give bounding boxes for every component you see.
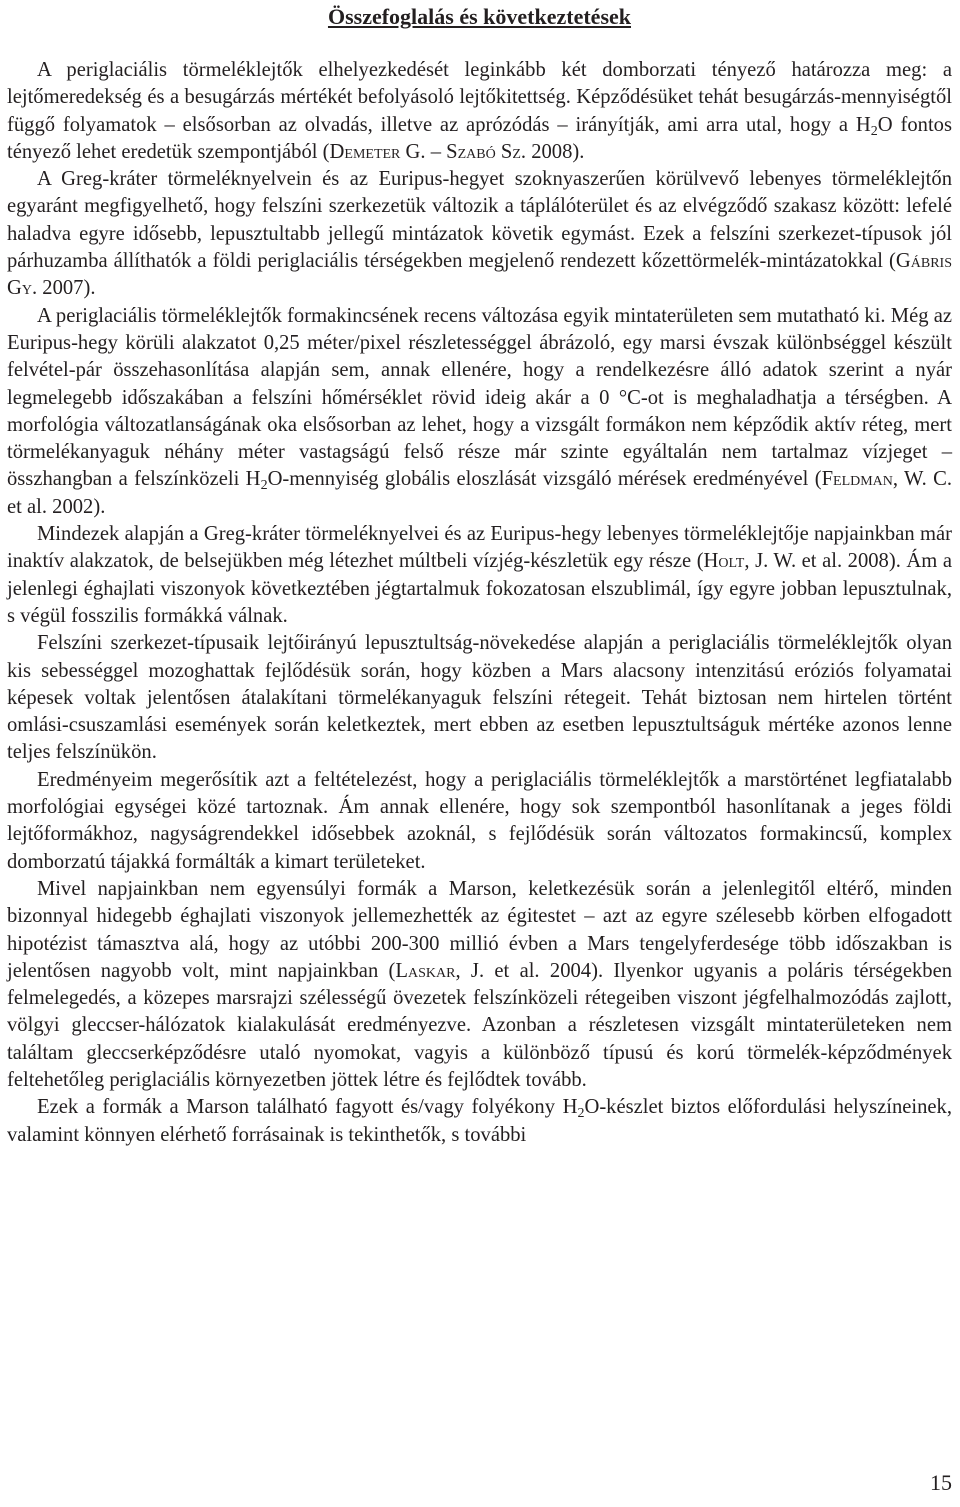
citation-author: Szabó <box>446 140 496 163</box>
paragraph: A periglaciális törmeléklejtők formakincsének recens változása egyik mintaterületen sem mutatható ki. Még az Euripus-hegy körüli alakzatot 0,25 méter/pixel részletességgel ábrázoló, egy marsi évszak különbséggel készült felvétel-pár összehasonlítása alapján sem, annak ellenére, hogy a rendelkezésre álló adatok szerint a nyár legmelegebb időszakában a felszíni hőmérséklet rövid ideig akár a 0 °C-ot is meghaladhatja a térségben. A morfológia változatlanságának oka elsősorban az lehet, hogy a vizsgált formákon nem képződik aktív réteg, mert törmelékanyaguk néhány méter vastagságú felső része már szinte egyáltalán nem tartalmaz vízjeget – összhangban a felszínközeli $H_2O$-mennyiség globális eloszlását vizsgáló mérések eredményével (Feldman, W. C. et al. 2002). <box>7 304 952 518</box>
paragraph: Mivel napjainkban nem egyensúlyi formák a Marson, keletkezésük során a jelenlegitől eltérő, minden bizonnyal hidegebb éghajlati viszonyok jellemezhették az égitestet – azt az egyre szélesebb körben elfogadott hipotézist támasztva alá, hogy az utóbbi 200-300 millió évben a Mars tengelyferdesége több időszakban is jelentősen nagyobb volt, mint napjainkban (Laskar, J. et al. 2004). Ilyenkor ugyanis a poláris térségekben felmelegedés, a közepes marsrajzi szélességű övezetek felszínközeli rétegeiben viszont jégfelhalmozódás zajlott, völgyi gleccser-hálózatok kialakulását eredményezve. Azonban a részletesen vizsgált mintaterületeken nem találtam gleccserképződésre utaló nyomokat, vagyis a különböző típusú és korú törmelék-képződmények feltehetőleg periglaciális környezetben jöttek létre és fejlődtek tovább. <box>7 877 953 1091</box>
paragraph: Felszíni szerkezet-típusaik lejtőirányú lepusztultság-növekedése alapján a periglaciális törmeléklejtők olyan kis sebességgel mozoghattak fejlődésük során, hogy közben a Mars alacsony intenzitású eróziós folyamatai képesek voltak jelentősen átalakítani törmelékanyaguk felszíni rétegeit. Tehát biztosan nem hirtelen történt omlási-csuszamlási események során keletkeztek, mert ebben az esetben lepusztultságuk mértéke azonos lenne teljes felszínükön. <box>7 632 952 764</box>
citation-author: Sz <box>500 140 521 163</box>
citation-author: Gy <box>7 277 32 300</box>
citation-author: Holt <box>703 550 745 573</box>
citation-author: Demeter <box>329 140 401 163</box>
citation-author: Laskar <box>395 959 456 982</box>
paragraph: Mindezek alapján a Greg-kráter törmeléknyelvei és az Euripus-hegy lebenyes törmeléklejtője napjainkban már inaktív alakzatok, de belsejükben még létezhet múltbeli vízjég-készletük egy része (Holt, J. W. et al. 2008). Ám a jelenlegi éghajlati viszonyok következtében jégtartalmuk fokozatosan elszublimál, így egyre jobban lepusztulnak, s végül fosszilis formákká válnak. <box>7 523 952 627</box>
citation-author: Gábris <box>895 250 952 273</box>
citation-author: Feldman <box>821 468 893 491</box>
document-page <box>7 0 952 1149</box>
page-number: 15 <box>930 1470 952 1495</box>
paragraph: A Greg-kráter törmeléknyelvein és az Euripus-hegyet szoknyaszerűen körülvevő lebenyes törmeléklejtőn egyaránt megfigyelhető, hogy felszíni szerkezetük változik a táplálóterület és az elvégződő szakasz között: lefelé haladva egyre idősebb, lepusztultabb jellegű mintázatok követik egymást. Ezek a felszíni szerkezet-típusok jól párhuzamba állíthatók a földi periglaciális térségekben megjelenő rendezett kőzettörmelék-mintázatokkal (Gábris Gy. 2007). <box>7 168 952 300</box>
paragraph: Eredményeim megerősítik azt a feltételezést, hogy a periglaciális törmeléklejtők a marstörténet legfiatalabb morfológiai egységei közé tartoznak. Ám annak ellenére, hogy sok szempontból hasonlítanak a jeges földi lejtőformákhoz, nagyságrendekkel idősebbek azoknál, s fejlődésük során változatos formakincsű, komplex domborzatú tájakká formálták a kimart területeket. <box>7 768 952 873</box>
paragraph: A periglaciális törmeléklejtők elhelyezkedését leginkább két domborzati tényező határozza meg: a lejtőmeredekség és a besugárzás mértékét befolyásoló lejtőkitettség. Képződésüket tehát besugárzás-mennyiségtől függő folyamatok – elsősorban az olvadás, illetve az aprózódás – irányítják, ami arra utal, hogy a $H_2O$ fontos tényező lehet eredetük szempontjából (Demeter G. – Szabó Sz. 2008). <box>7 59 952 163</box>
paragraph: Ezek a formák a Marson található fagyott és/vagy folyékony $H_2O$-készlet biztos előfordulási helyszíneinek, valamint könnyen elérhető forrásainak is tekinthetők, s további <box>7 1096 952 1146</box>
section-title: Összefoglalás és következtetések <box>327 4 632 29</box>
